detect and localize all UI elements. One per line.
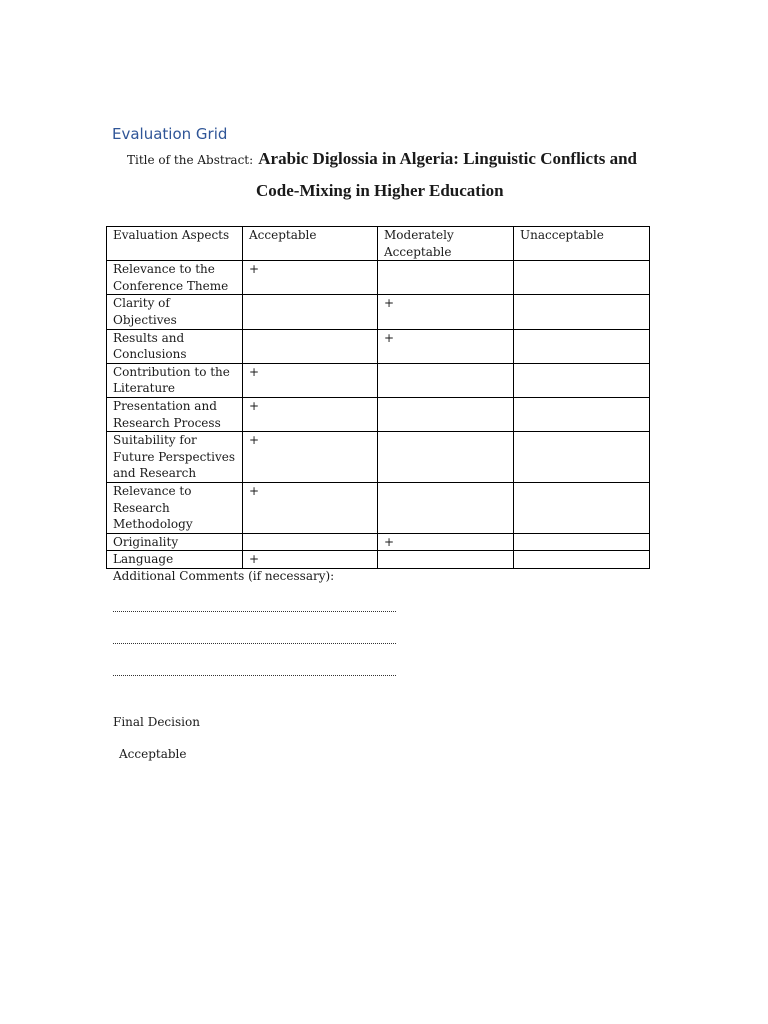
moderately-acceptable-cell bbox=[378, 551, 514, 569]
moderately-acceptable-cell bbox=[378, 363, 514, 397]
acceptable-cell: + bbox=[243, 363, 378, 397]
aspect-cell: Suitability for Future Perspectives and Research bbox=[107, 432, 243, 483]
header-cell: Evaluation Aspects bbox=[107, 227, 243, 261]
table-header-row bbox=[107, 227, 650, 261]
evaluation-grid-table bbox=[106, 226, 650, 569]
acceptable-cell: + bbox=[243, 261, 378, 295]
acceptable-cell bbox=[243, 533, 378, 551]
abstract-title-part1: Arabic Diglossia in Algeria: Linguistic Conflicts and bbox=[258, 149, 638, 168]
abstract-title-line bbox=[127, 149, 637, 169]
moderately-acceptable-cell bbox=[378, 432, 514, 483]
table-row bbox=[107, 329, 650, 363]
acceptable-cell: + bbox=[243, 432, 378, 483]
aspect-cell: Clarity of Objectives bbox=[107, 295, 243, 329]
unacceptable-cell bbox=[514, 261, 650, 295]
unacceptable-cell bbox=[514, 295, 650, 329]
moderately-acceptable-cell bbox=[378, 397, 514, 431]
table-row bbox=[107, 482, 650, 533]
table-row bbox=[107, 551, 650, 569]
comment-line[interactable] bbox=[113, 611, 396, 612]
table-row bbox=[107, 432, 650, 483]
abstract-title-label: Title of the Abstract: bbox=[127, 153, 254, 167]
acceptable-cell bbox=[243, 329, 378, 363]
unacceptable-cell bbox=[514, 329, 650, 363]
aspect-cell: Results and Conclusions bbox=[107, 329, 243, 363]
acceptable-cell: + bbox=[243, 551, 378, 569]
table-row bbox=[107, 261, 650, 295]
table-row bbox=[107, 295, 650, 329]
unacceptable-cell bbox=[514, 551, 650, 569]
unacceptable-cell bbox=[514, 482, 650, 533]
moderately-acceptable-cell: + bbox=[378, 295, 514, 329]
header-cell: Moderately Acceptable bbox=[378, 227, 514, 261]
unacceptable-cell bbox=[514, 397, 650, 431]
aspect-cell: Relevance to the Conference Theme bbox=[107, 261, 243, 295]
comment-line[interactable] bbox=[113, 675, 396, 676]
aspect-cell: Originality bbox=[107, 533, 243, 551]
aspect-cell: Relevance to Research Methodology bbox=[107, 482, 243, 533]
unacceptable-cell bbox=[514, 363, 650, 397]
unacceptable-cell bbox=[514, 432, 650, 483]
moderately-acceptable-cell bbox=[378, 482, 514, 533]
moderately-acceptable-cell: + bbox=[378, 329, 514, 363]
page-title: Evaluation Grid bbox=[112, 125, 228, 143]
table-row bbox=[107, 363, 650, 397]
final-decision-value: Acceptable bbox=[119, 747, 187, 761]
header-cell: Acceptable bbox=[243, 227, 378, 261]
comment-line[interactable] bbox=[113, 643, 396, 644]
additional-comments-label: Additional Comments (if necessary): bbox=[113, 569, 335, 583]
moderately-acceptable-cell: + bbox=[378, 533, 514, 551]
acceptable-cell bbox=[243, 295, 378, 329]
aspect-cell: Presentation and Research Process bbox=[107, 397, 243, 431]
aspect-cell: Contribution to the Literature bbox=[107, 363, 243, 397]
abstract-title-part2: Code-Mixing in Higher Education bbox=[256, 181, 504, 200]
acceptable-cell: + bbox=[243, 397, 378, 431]
moderately-acceptable-cell bbox=[378, 261, 514, 295]
aspect-cell: Language bbox=[107, 551, 243, 569]
table-row bbox=[107, 533, 650, 551]
final-decision-label: Final Decision bbox=[113, 715, 200, 729]
acceptable-cell: + bbox=[243, 482, 378, 533]
table-row bbox=[107, 397, 650, 431]
unacceptable-cell bbox=[514, 533, 650, 551]
header-cell: Unacceptable bbox=[514, 227, 650, 261]
